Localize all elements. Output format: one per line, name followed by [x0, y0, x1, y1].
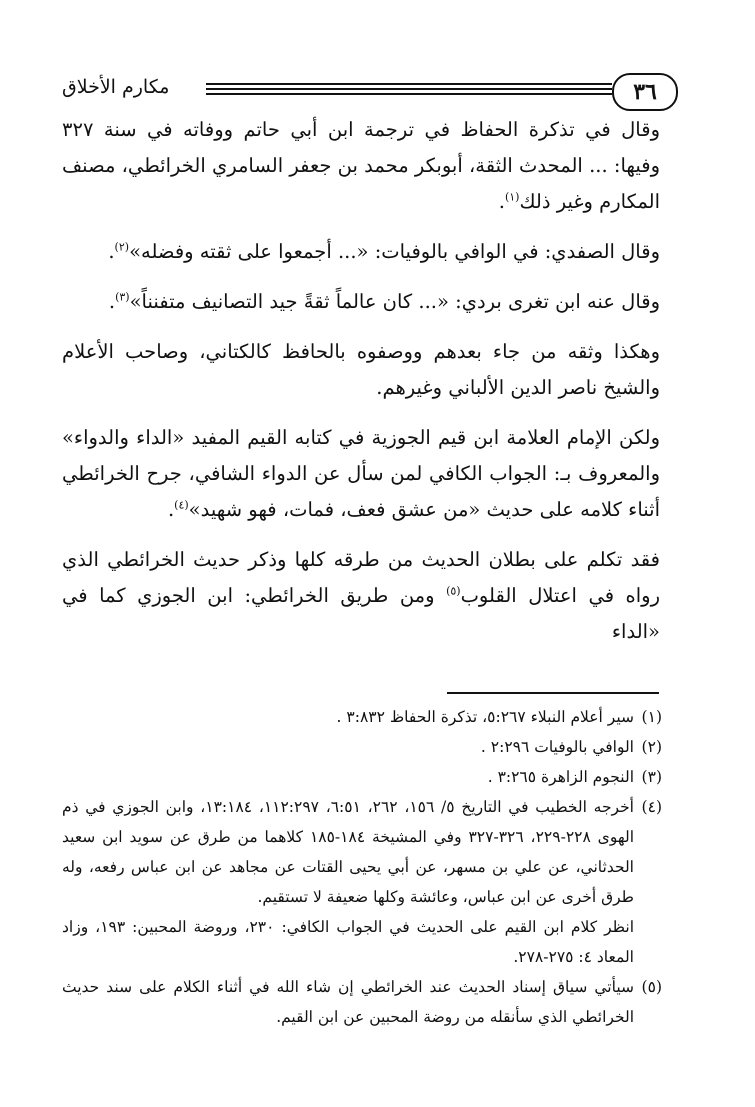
- footnote-text: سير أعلام النبلاء ٥:٢٦٧، تذكرة الحفاظ ٣:٨٣٢ .: [336, 708, 634, 726]
- running-title: مكارم الأخلاق: [62, 76, 170, 98]
- paragraph: وقال الصفدي: في الوافي بالوفيات: «... أجمعوا على ثقته وفضله»$^{(٢)}$.: [108, 240, 660, 263]
- footnote-ref: (٢): [114, 240, 130, 254]
- footnote-marker: (٥): [641, 978, 662, 996]
- footnote-ref: (١): [504, 190, 520, 204]
- header-rule-line: [206, 88, 612, 90]
- paragraph-text: وقال الصفدي: في الوافي بالوفيات: «... أجمعوا على ثقته وفضله»: [129, 240, 660, 263]
- footnote-marker: (١): [641, 708, 662, 726]
- page-number: ٣٦: [633, 79, 657, 105]
- footnote: [62, 762, 662, 792]
- paragraph-text: ومن طريق الخرائطي: ابن الجوزي كما في «الداء: [62, 584, 660, 643]
- paragraph: ولكن الإمام العلامة ابن قيم الجوزية في كتابه القيم المفيد «الداء والدواء» والمعروف بـ: الجواب الكافي لمن سأل عن الدواء الشافي، جرح الخرائطي أثناء كلامه على حديث «من عشق فعف، فمات، فهو شهيد»$^{(٤)}$.: [62, 426, 660, 521]
- footnote-text: النجوم الزاهرة ٣:٢٦٥ .: [487, 768, 634, 786]
- footnote: [62, 732, 662, 762]
- footnote-text: الوافي بالوفيات ٢:٢٩٦ .: [480, 738, 634, 756]
- footnote: [62, 972, 662, 1032]
- footnote-text: أخرجه الخطيب في التاريخ ٥/ ١٥٦، ٢٦٢، ٦:٥١، ١١٢:٢٩٧، ١٣:١٨٤، وابن الجوزي في ذم الهوى ٢٢٨-٢٢٩، ٣٢٦-٣٢٧ وفي المشيخة ١٨٤-١٨٥ كلاهما من طرق عن سويد ابن سعيد الحدثاني، عن علي بن مسهر، عن أبي يحيى القتات عن مجاهد عن ابن عباس رفعه، وله طرق أخرى عن ابن عباس، وعائشة وكلها ضعيفة لا تستقيم.: [62, 798, 635, 906]
- page-number-badge: [612, 73, 678, 111]
- footnote-ref: (٤): [174, 498, 189, 512]
- footnote-separator: [447, 692, 659, 694]
- paragraph: وقال عنه ابن تغرى بردي: «... كان عالماً ثقةً جيد التصانيف متفنناً»$^{(٣)}$.: [108, 290, 660, 313]
- header-rule-line: [206, 83, 612, 85]
- main-text: [62, 112, 660, 650]
- paragraph: [62, 542, 660, 650]
- page-header: [62, 66, 692, 112]
- footnote-continuation: انظر كلام ابن القيم على الحديث في الجواب الكافي: ٢٣٠، وروضة المحبين: ١٩٣، وزاد المعاد ٤: ٢٧٥-٢٧٨.: [62, 918, 634, 966]
- footnote: [62, 792, 662, 912]
- header-double-rule: [206, 82, 612, 98]
- paragraph-text: وقال في تذكرة الحفاظ في ترجمة ابن أبي حاتم ووفاته في سنة ٣٢٧ وفيها: ... المحدث الثقة، أبوبكر محمد بن جعفر السامري الخرائطي، مصنف المكارم وغير ذلك: [62, 118, 660, 213]
- paragraph-text: ولكن الإمام العلامة ابن قيم الجوزية في كتابه القيم المفيد «الداء والدواء» والمعروف بـ: الجواب الكافي لمن سأل عن الدواء الشافي، جرح الخرائطي أثناء كلامه على حديث «من عشق فعف، فمات، فهو شهيد»: [62, 426, 660, 521]
- footnote-ref: (٣): [115, 290, 130, 304]
- paragraph-text: فقد تكلم على بطلان الحديث من طرقه كلها وذكر حديث الخرائطي الذي رواه في اعتلال القلوب: [62, 548, 660, 607]
- paragraph: [62, 334, 660, 406]
- footnote-marker: (٤): [641, 798, 662, 816]
- footnote-marker: (٣): [641, 768, 662, 786]
- paragraph-text: وهكذا وثقه من جاء بعدهم ووصفوه بالحافظ كالكتاني، وصاحب الأعلام والشيخ ناصر الدين الألباني وغيرهم.: [62, 340, 660, 399]
- paragraph-text: وقال عنه ابن تغرى بردي: «... كان عالماً ثقةً جيد التصانيف متفنناً»: [129, 290, 660, 313]
- footnote-ref: (٥): [446, 584, 461, 598]
- footnote-text: سيأتي سياق إسناد الحديث عند الخرائطي إن شاء الله في أثناء الكلام على سند حديث الخرائطي الذي سأنقله من روضة المحبين عن ابن القيم.: [62, 978, 634, 1026]
- footnote-marker: (٢): [641, 738, 662, 756]
- paragraph: وقال في تذكرة الحفاظ في ترجمة ابن أبي حاتم ووفاته في سنة ٣٢٧ وفيها: ... المحدث الثقة، أبوبكر محمد بن جعفر السامري الخرائطي، مصنف المكارم وغير ذلك$^{(١)}$.: [62, 118, 660, 213]
- footnotes: [62, 702, 662, 1032]
- footnote: [62, 702, 662, 732]
- header-rule-line: [206, 93, 612, 95]
